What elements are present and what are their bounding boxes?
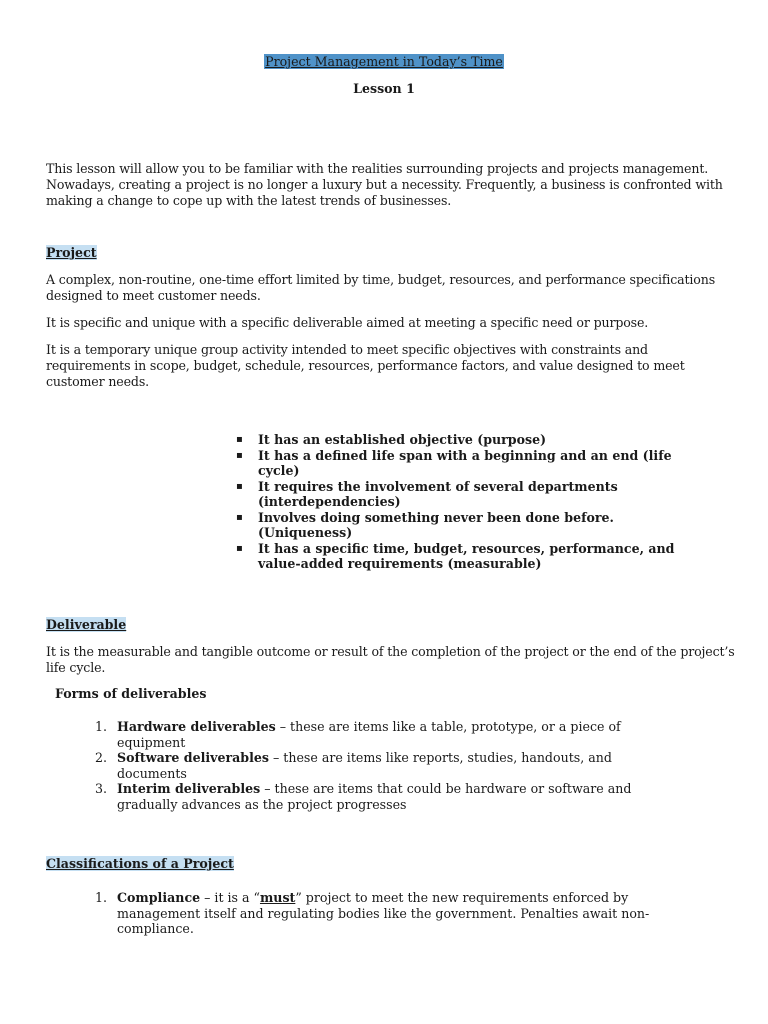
list-item: ▪ It has a defined life span with a beginning and an end (life cycle) [236, 447, 672, 478]
list-item: ▪ It has an established objective (purpose) [236, 432, 547, 447]
deliverable-heading [46, 617, 126, 632]
list-item: 1. Hardware deliverables – these are items like a table, prototype, or a piece of equipment [95, 719, 621, 750]
bullet-icon: ▪ [236, 542, 243, 554]
project-heading [46, 245, 97, 260]
forms-heading: Forms of deliverables [55, 686, 207, 701]
project-definition-2: It is specific and unique with a specific deliverable aimed at meeting a specific need or purpose. [46, 315, 649, 330]
intro-paragraph: This lesson will allow you to be familiar with the realities surrounding projects and projects management. Nowadays, creating a project is no longer a luxury but a necessity. Frequently, a business is confronted with making a change to cope up with the latest trends of businesses. [46, 161, 723, 208]
list-item: 2. Software deliverables – these are items like reports, studies, handouts, and documents [95, 750, 612, 781]
list-item: 3. Interim deliverables – these are items that could be hardware or software and gradually advances as the project progresses [95, 781, 632, 812]
bullet-icon: ▪ [236, 511, 243, 523]
bullet-icon: ▪ [236, 449, 243, 461]
list-item: ▪ Involves doing something never been done before. (Uniqueness) [236, 509, 614, 540]
lesson-label: Lesson 1 [353, 81, 415, 96]
bullet-icon: ▪ [236, 480, 243, 492]
title-wrap [0, 54, 768, 69]
list-item: 1. Compliance – it is a “must” project to meet the new requirements enforced by management itself and regulating bodies like the government. Penalties await non-compliance. [95, 890, 650, 937]
project-definition-1: A complex, non-routine, one-time effort limited by time, budget, resources, and performance specifications designed to meet customer needs. [46, 272, 716, 303]
page-title: Project Management in Today’s Time [265, 54, 503, 69]
project-definition-3: It is a temporary unique group activity intended to meet specific objectives with constraints and requirements in scope, budget, schedule, resources, performance factors, and value designed to meet customer needs. [46, 342, 685, 389]
deliverable-forms-list [95, 719, 685, 813]
bullet-icon: ▪ [236, 434, 243, 445]
classifications-list [95, 890, 705, 937]
classifications-heading [46, 856, 234, 871]
project-characteristics-list [232, 432, 702, 572]
classifications-heading-text: Classifications of a Project [46, 856, 234, 871]
list-item: ▪ It has a specific time, budget, resources, performance, and value-added requirements (measurable) [236, 540, 675, 571]
deliverable-heading-text: Deliverable [46, 617, 127, 632]
list-item: ▪ It requires the involvement of several departments (interdependencies) [236, 478, 618, 509]
deliverable-definition: It is the measurable and tangible outcome or result of the completion of the project or the end of the project’s life cycle. [46, 644, 735, 675]
project-heading-text: Project [46, 245, 97, 260]
